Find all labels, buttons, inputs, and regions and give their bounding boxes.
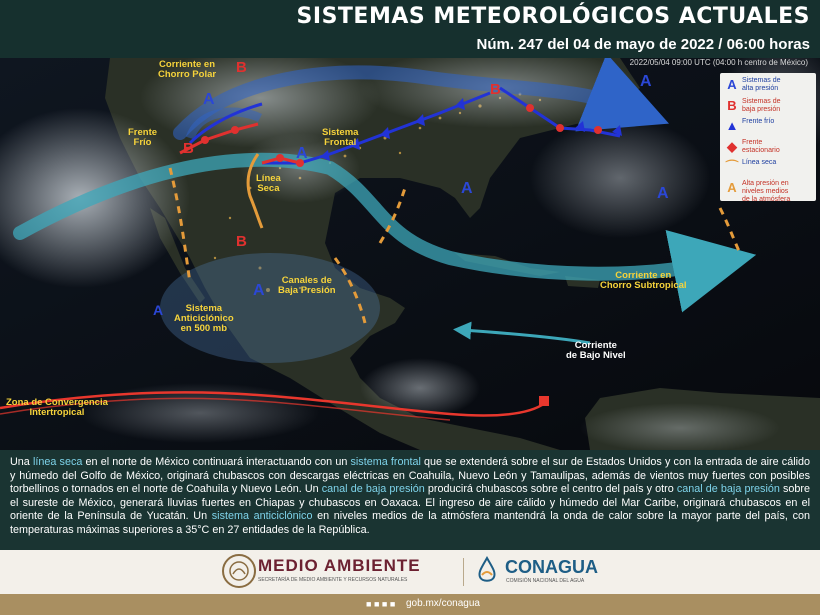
highlighted-term: canal de baja presión (321, 483, 425, 495)
legend-item (720, 76, 816, 96)
highlighted-term: sistema anticiclónico (211, 510, 313, 522)
satellite-timestamp: 2022/05/04 09:00 UTC (04:00 h centro de México) (629, 58, 808, 67)
legend-label: Frente estacionario (742, 138, 780, 154)
mid-level-high-icon: A (727, 179, 737, 195)
highlighted-term: canal de baja presión (676, 483, 780, 495)
mexico-seal-icon (222, 554, 256, 588)
itcz-label: Zona de Convergencia Intertropical (6, 397, 108, 418)
anticyclone-label: Sistema Anticiclónico en 500 mb (174, 303, 234, 334)
low-pressure-icon: B (183, 140, 194, 157)
legend-label: Sistemas de baja presión (742, 97, 781, 113)
weather-map (0, 58, 820, 450)
cold-front-icon: ▲ (725, 118, 739, 133)
legend-label: Línea seca (742, 159, 777, 166)
legend-label: Frente frío (742, 118, 775, 125)
high-pressure-icon: A (727, 77, 737, 92)
low-pressure-channels-label: Canales de Baja Presión (278, 275, 336, 296)
legend-item (720, 138, 816, 158)
forecast-segment: en el norte de México continuará interactuando con un (82, 456, 351, 468)
header (0, 0, 820, 58)
frontal-system-label: Sistema Frontal (322, 127, 359, 148)
subtropical-jet-label: Corriente en Chorro Subtropical (600, 270, 687, 291)
website-link[interactable]: gob.mx/conagua (406, 598, 480, 609)
high-pressure-icon: A (296, 145, 308, 162)
medio-ambiente-logo: MEDIO AMBIENTE (258, 556, 421, 575)
forecast-paragraph (0, 450, 820, 537)
conagua-logo: CONAGUA (505, 557, 598, 577)
page-title: SISTEMAS METEOROLÓGICOS ACTUALES (296, 4, 810, 29)
low-pressure-icon: B (490, 81, 501, 98)
medio-ambiente-subtitle: SECRETARÍA DE MEDIO AMBIENTE Y RECURSOS NATURALES (258, 577, 408, 583)
forecast-segment: que se extenderá sobre el sur de Estados Unidos y con la entrada de aire cálido y húmedo del Golfo de México, originará chubascos con descargas eléctricas en Coahuila, Nuevo León y Tamaulipas, además de vientos muy fuertes con posibles torbellinos o tornados en el norte de Coahuila y Nuevo León. Un (10, 456, 811, 495)
map-legend (720, 73, 816, 201)
legend-item (720, 97, 816, 117)
forecast-segment: producirá chubascos sobre el centro del país y otro (424, 483, 677, 495)
forecast-segment: Una (10, 456, 33, 468)
instagram-icon[interactable]: ■ (381, 599, 388, 609)
social-links (366, 599, 395, 609)
high-pressure-icon: A (253, 282, 265, 299)
highlighted-term: sistema frontal (350, 456, 421, 468)
high-pressure-icon: A (203, 91, 215, 108)
logo-divider (463, 558, 464, 586)
legend-item (720, 179, 816, 203)
footer-logos (0, 550, 820, 594)
highlighted-term: línea seca (32, 456, 83, 468)
conagua-subtitle: COMISIÓN NACIONAL DEL AGUA (506, 578, 585, 584)
legend-label: Alta presión en niveles medios de la atmósfera (742, 179, 791, 203)
legend-item (720, 117, 816, 137)
map-graphics (0, 58, 820, 450)
high-pressure-icon: A (640, 73, 652, 90)
cold-front-label: Frente Frío (128, 127, 158, 148)
forecast-segment: sobre el sureste de México, generará lluvias fuertes en Chiapas y chubascos en Oaxaca. El ingreso de aire cálido y húmedo del Mar Caribe, originará chubascos en el oriente de la Península de Yucatán. Un (10, 483, 811, 522)
legend-item (720, 158, 816, 178)
low-pressure-icon: B (236, 233, 247, 250)
dry-line-label: Línea Seca (256, 173, 281, 194)
low-level-current-label: Corriente de Bajo Nivel (566, 340, 626, 361)
bulletin-subtitle: Núm. 247 del 04 de mayo de 2022 / 06:00 horas (476, 36, 810, 53)
twitter-icon[interactable]: ■ (373, 599, 380, 609)
legend-label: Sistemas de alta presión (742, 77, 781, 92)
forecast-segment: en niveles medios de la atmósfera mantendrá la onda de calor sobre la mayor parte del país, con temperaturas máximas superiores a 35°C en 27 entidades de la República. (10, 510, 811, 536)
itcz-low-marker (539, 396, 549, 406)
bottom-bar (0, 594, 820, 615)
high-pressure-icon: A (461, 180, 473, 197)
forecast-text (0, 450, 820, 550)
youtube-icon[interactable]: ■ (389, 599, 396, 609)
facebook-icon[interactable]: ■ (366, 599, 372, 609)
stationary-front-icon: ◆ (727, 138, 737, 154)
high-pressure-icon: A (657, 185, 669, 202)
low-pressure-icon: B (236, 59, 247, 76)
dry-line-icon: ⌒ (725, 159, 739, 174)
low-pressure-icon: B (727, 97, 737, 113)
conagua-drop-icon (472, 555, 502, 585)
high-pressure-icon: A (153, 302, 164, 318)
polar-jet-label: Corriente en Chorro Polar (158, 59, 217, 80)
